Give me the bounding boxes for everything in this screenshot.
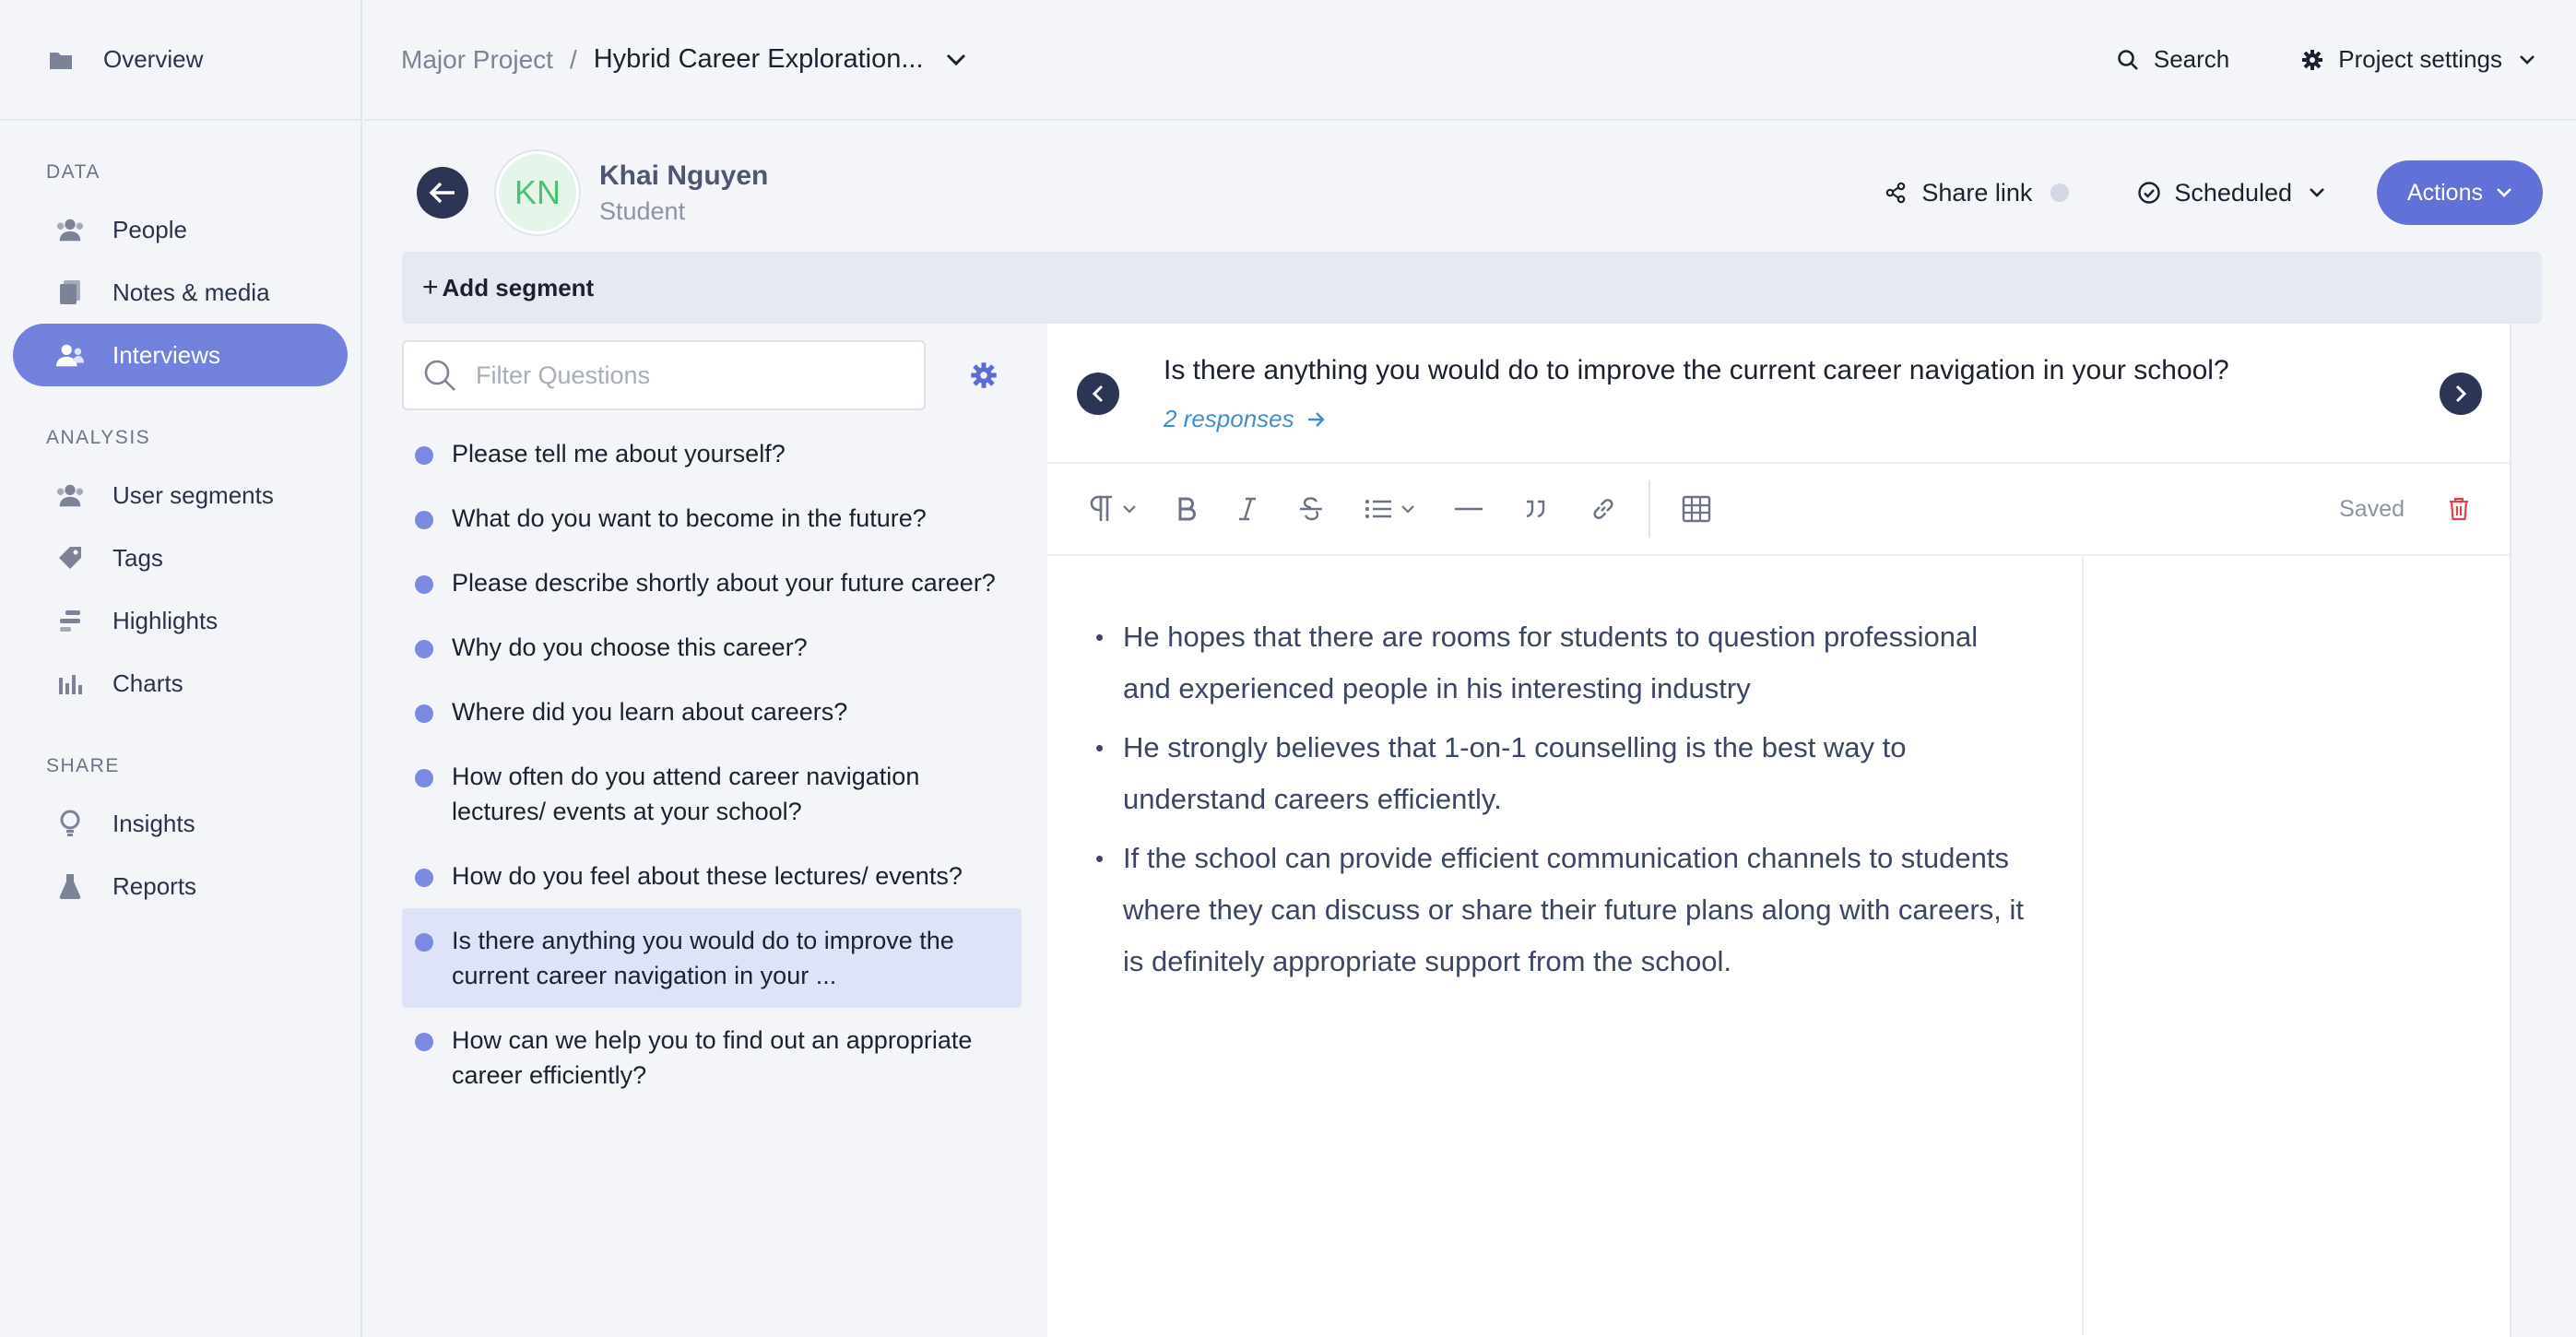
segment-bar bbox=[402, 252, 2542, 324]
sidebar-item-notes[interactable] bbox=[13, 261, 348, 324]
bold-icon bbox=[1176, 497, 1197, 521]
italic-button[interactable] bbox=[1237, 497, 1258, 521]
breadcrumb-separator: / bbox=[569, 44, 577, 74]
question-text: Please describe shortly about your future career? bbox=[452, 569, 996, 597]
note-item bbox=[1095, 722, 2027, 825]
bullet-dot bbox=[415, 446, 433, 465]
questions-panel bbox=[402, 340, 1022, 1107]
question-settings-button[interactable] bbox=[970, 361, 998, 389]
participant-name: Khai Nguyen bbox=[599, 160, 769, 191]
sidebar-section-title: DATA bbox=[46, 161, 100, 183]
sidebar-item-highlights[interactable] bbox=[13, 589, 348, 652]
actions-button[interactable] bbox=[2377, 160, 2543, 225]
sidebar-item-label: Overview bbox=[103, 45, 204, 73]
responses-label: 2 responses bbox=[1164, 405, 1294, 432]
sidebar-section-title: SHARE bbox=[46, 755, 120, 776]
quote-icon bbox=[1523, 498, 1549, 520]
horizontal-rule-button[interactable] bbox=[1455, 506, 1483, 512]
breadcrumb-root[interactable]: Major Project bbox=[401, 44, 553, 74]
filter-questions-input[interactable] bbox=[476, 361, 918, 390]
share-link-button[interactable] bbox=[1885, 179, 2069, 207]
gear-icon bbox=[2301, 49, 2323, 71]
question-header bbox=[1047, 324, 2510, 464]
bullet-dot bbox=[415, 933, 433, 952]
sidebar-item-insights[interactable] bbox=[13, 792, 348, 855]
bullet-dot bbox=[415, 704, 433, 723]
quote-button[interactable] bbox=[1523, 498, 1549, 520]
chevron-down-icon[interactable] bbox=[946, 53, 966, 66]
bullet-dot: • bbox=[1095, 845, 1105, 872]
participant-info bbox=[599, 160, 768, 226]
question-text: Please tell me about yourself? bbox=[452, 440, 786, 467]
question-item[interactable] bbox=[402, 680, 1022, 744]
chevron-left-icon bbox=[1092, 385, 1105, 403]
link-button[interactable] bbox=[1589, 495, 1617, 523]
sidebar-item-label: Charts bbox=[112, 668, 183, 697]
sidebar-item-label: People bbox=[112, 215, 187, 243]
trash-icon bbox=[2449, 497, 2469, 521]
chevron-down-icon bbox=[2309, 187, 2325, 198]
sidebar-item-label: Notes & media bbox=[112, 278, 270, 306]
share-link-label: Share link bbox=[1921, 178, 2033, 207]
interviews-icon bbox=[55, 340, 85, 370]
question-item[interactable] bbox=[402, 844, 1022, 908]
horizontal-rule-icon bbox=[1455, 506, 1483, 512]
flask-icon bbox=[55, 871, 85, 901]
search-button[interactable] bbox=[2117, 45, 2229, 74]
note-item bbox=[1095, 611, 2027, 715]
question-item[interactable] bbox=[402, 615, 1022, 680]
note-text: He hopes that there are rooms for students to question professional and experienced people in his interesting industry bbox=[1123, 621, 1979, 704]
bold-button[interactable] bbox=[1176, 497, 1197, 521]
question-text: How can we help you to find out an appropriate career efficiently? bbox=[452, 1026, 973, 1089]
editor-content bbox=[1047, 556, 2510, 1335]
bullet-dot bbox=[415, 575, 433, 594]
arrow-right-icon bbox=[1307, 411, 1326, 428]
question-text: What do you want to become in the future? bbox=[452, 504, 927, 532]
question-text: Is there anything you would do to improve the current career navigation in your ... bbox=[452, 927, 954, 989]
table-button[interactable] bbox=[1682, 494, 1711, 524]
table-icon bbox=[1682, 494, 1711, 524]
user-segments-icon bbox=[55, 480, 85, 510]
toolbar-divider bbox=[1648, 480, 1650, 538]
back-button[interactable] bbox=[417, 167, 468, 219]
bullet-dot bbox=[415, 869, 433, 887]
filter-questions-field[interactable] bbox=[402, 340, 926, 410]
strikethrough-icon bbox=[1298, 496, 1324, 522]
arrow-left-icon bbox=[429, 181, 456, 205]
sidebar-item-label: Insights bbox=[112, 809, 195, 837]
sidebar-item-tags[interactable] bbox=[13, 527, 348, 589]
responses-link[interactable] bbox=[1164, 405, 1326, 433]
search-icon bbox=[422, 358, 457, 393]
sidebar-item-people[interactable] bbox=[13, 198, 348, 261]
question-title: Is there anything you would do to improve the current career navigation in your school? bbox=[1164, 355, 2229, 385]
previous-question-button[interactable] bbox=[1077, 373, 1119, 415]
tag-icon bbox=[55, 543, 85, 573]
project-settings-label: Project settings bbox=[2338, 45, 2502, 73]
plus-icon: + bbox=[422, 272, 439, 302]
sidebar-section-title: ANALYSIS bbox=[46, 427, 151, 448]
next-question-button[interactable] bbox=[2440, 373, 2482, 415]
sidebar bbox=[0, 0, 362, 1337]
status-dropdown[interactable] bbox=[2137, 179, 2325, 207]
notes-icon bbox=[55, 278, 85, 307]
paragraph-icon bbox=[1090, 495, 1114, 523]
search-icon bbox=[2117, 49, 2139, 71]
breadcrumb-current[interactable]: Hybrid Career Exploration... bbox=[593, 44, 924, 74]
note-item bbox=[1095, 833, 2027, 988]
interview-header bbox=[402, 145, 2543, 241]
saved-status: Saved bbox=[2339, 495, 2405, 522]
folder-icon bbox=[46, 45, 76, 75]
answer-editor bbox=[1047, 324, 2511, 1337]
question-item[interactable] bbox=[402, 1008, 1022, 1107]
bullet-dot: • bbox=[1095, 623, 1105, 651]
share-status-dot bbox=[2050, 183, 2069, 202]
sidebar-item-overview[interactable] bbox=[46, 29, 203, 91]
question-text: Where did you learn about careers? bbox=[452, 698, 848, 726]
question-item[interactable] bbox=[402, 486, 1022, 550]
chevron-down-icon bbox=[2519, 54, 2535, 65]
filter-row bbox=[402, 340, 1022, 410]
lightbulb-icon bbox=[55, 809, 85, 838]
share-icon bbox=[1885, 182, 1907, 204]
question-text: How often do you attend career navigation lectures/ events at your school? bbox=[452, 763, 920, 825]
question-list bbox=[402, 421, 1022, 1107]
paragraph-style-button[interactable] bbox=[1090, 495, 1136, 523]
bullet-dot: • bbox=[1095, 734, 1105, 762]
add-segment-button[interactable] bbox=[422, 272, 594, 303]
editor-side-panel bbox=[2084, 556, 2510, 1335]
bullet-dot bbox=[415, 1033, 433, 1051]
project-settings-button[interactable] bbox=[2301, 45, 2535, 74]
topbar bbox=[364, 0, 2576, 121]
sidebar-item-label: Highlights bbox=[112, 606, 219, 634]
participant-role: Student bbox=[599, 196, 686, 225]
search-label: Search bbox=[2153, 45, 2230, 73]
question-text: How do you feel about these lectures/ events? bbox=[452, 862, 963, 890]
people-icon bbox=[55, 215, 85, 244]
sidebar-header bbox=[0, 0, 360, 121]
link-icon bbox=[1589, 495, 1617, 523]
question-item-active[interactable] bbox=[402, 908, 1022, 1008]
chevron-down-icon bbox=[1401, 504, 1414, 514]
sidebar-item-user-segments[interactable] bbox=[13, 464, 348, 527]
sidebar-item-label: User segments bbox=[112, 480, 274, 509]
notes-list bbox=[1095, 611, 2027, 988]
sidebar-item-reports[interactable] bbox=[13, 855, 348, 917]
list-button[interactable] bbox=[1365, 498, 1414, 520]
status-label: Scheduled bbox=[2174, 178, 2292, 207]
chevron-down-icon bbox=[1123, 504, 1136, 514]
sidebar-item-label: Interviews bbox=[112, 340, 221, 369]
list-icon bbox=[1365, 498, 1392, 520]
add-segment-label: Add segment bbox=[442, 274, 595, 302]
formatting-toolbar bbox=[1047, 464, 2510, 556]
strikethrough-button[interactable] bbox=[1298, 496, 1324, 522]
bullet-dot bbox=[415, 769, 433, 787]
actions-label: Actions bbox=[2407, 179, 2483, 206]
delete-button[interactable] bbox=[2449, 497, 2469, 521]
italic-icon bbox=[1237, 497, 1258, 521]
check-circle-icon bbox=[2137, 181, 2161, 205]
avatar: KN bbox=[496, 151, 579, 234]
highlights-icon bbox=[55, 606, 85, 635]
sidebar-item-label: Tags bbox=[112, 543, 163, 572]
note-text: If the school can provide efficient communication channels to students where they can discuss or share their future plans along with careers, it is definitely appropriate support from the school. bbox=[1123, 842, 2024, 977]
note-text: He strongly believes that 1-on-1 counselling is the best way to understand careers efficiently. bbox=[1123, 731, 1907, 815]
bullet-dot bbox=[415, 511, 433, 529]
gear-icon bbox=[970, 361, 998, 389]
bullet-dot bbox=[415, 640, 433, 658]
sidebar-item-interviews[interactable] bbox=[13, 324, 348, 386]
question-item[interactable] bbox=[402, 744, 1022, 844]
question-item[interactable] bbox=[402, 550, 1022, 615]
sidebar-item-charts[interactable] bbox=[13, 652, 348, 715]
sidebar-item-label: Reports bbox=[112, 871, 197, 900]
question-text: Why do you choose this career? bbox=[452, 633, 808, 661]
question-item[interactable] bbox=[402, 421, 1022, 486]
chevron-down-icon bbox=[2496, 187, 2512, 198]
chevron-right-icon bbox=[2454, 385, 2467, 403]
notes-text-area[interactable] bbox=[1047, 556, 2084, 1335]
charts-icon bbox=[55, 668, 85, 698]
